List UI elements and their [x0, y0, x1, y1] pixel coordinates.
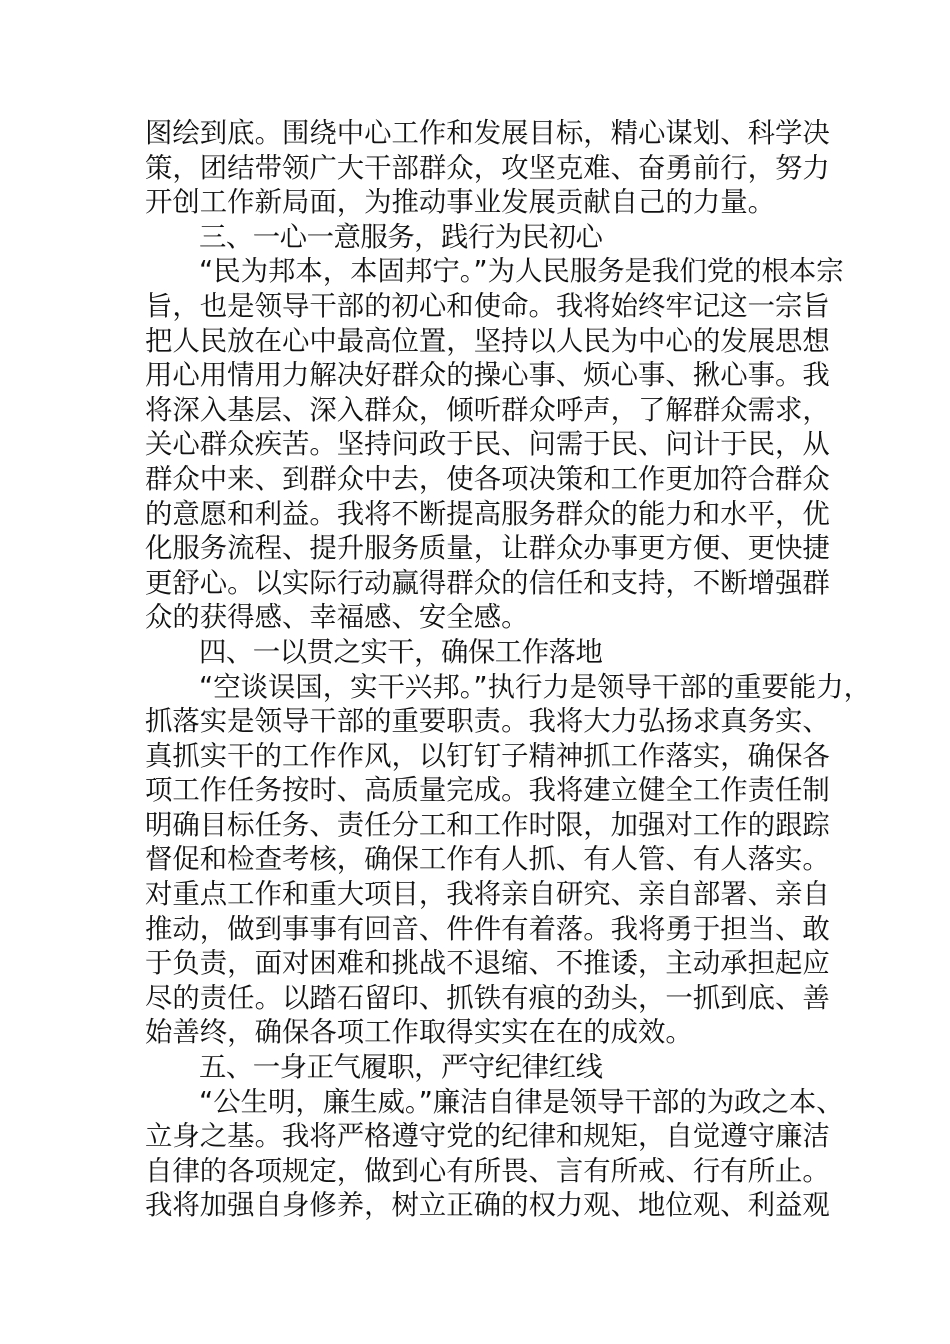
text-line: 督促和检查考核，确保工作有人抓、有人管、有人落实。: [145, 844, 830, 876]
text-line: “空谈误国，实干兴邦。”执行力是领导干部的重要能力，: [199, 671, 872, 703]
paragraph-section-4: [145, 671, 872, 1052]
text-line: 化服务流程、提升服务质量，让群众办事更方便、更快捷: [145, 533, 830, 565]
text-line: 推动，做到事事有回音、件件有着落。我将勇于担当、敢: [145, 913, 830, 945]
paragraph-section-3: [145, 255, 844, 636]
text-line: 众的获得感、幸福感、安全感。: [145, 602, 529, 634]
text-line: 策，团结带领广大干部群众，攻坚克难、奋勇前行，努力: [145, 152, 830, 184]
text-line: 将深入基层、深入群众，倾听群众呼声，了解群众需求，: [145, 394, 830, 426]
text-line: 真抓实干的工作作风，以钉钉子精神抓工作落实，确保各: [145, 740, 830, 772]
text-line: 对重点工作和重大项目，我将亲自研究、亲自部署、亲自: [145, 879, 830, 911]
text-line: 用心用情用力解决好群众的操心事、烦心事、揪心事。我: [145, 360, 830, 392]
section-heading-4: 四、一以贯之实干，确保工作落地: [199, 636, 603, 668]
text-line: 关心群众疾苦。坚持问政于民、问需于民、问计于民，从: [145, 429, 830, 461]
text-line: 始善终，确保各项工作取得实实在在的成效。: [145, 1017, 693, 1049]
text-line: 我将加强自身修养，树立正确的权力观、地位观、利益观: [145, 1190, 830, 1222]
section-heading-5: 五、一身正气履职，严守纪律红线: [199, 1052, 603, 1084]
paragraph-section-5: [145, 1086, 844, 1224]
text-line: 开创工作新局面，为推动事业发展贡献自己的力量。: [145, 187, 775, 219]
text-line: 尽的责任。以踏石留印、抓铁有痕的劲头，一抓到底、善: [145, 982, 830, 1014]
text-line: 于负责，面对困难和挑战不退缩、不推诿，主动承担起应: [145, 948, 830, 980]
text-line: 项工作任务按时、高质量完成。我将建立健全工作责任制: [145, 775, 830, 807]
document-page: [145, 117, 872, 1224]
text-line: 更舒心。以实际行动赢得群众的信任和支持，不断增强群: [145, 567, 830, 599]
text-line: 把人民放在心中最高位置，坚持以人民为中心的发展思想: [145, 325, 830, 357]
text-line: 明确目标任务、责任分工和工作时限，加强对工作的跟踪: [145, 809, 830, 841]
paragraph-continuation: [145, 117, 830, 221]
text-line: 自律的各项规定，做到心有所畏、言有所戒、行有所止。: [145, 1155, 830, 1187]
text-line: 群众中来、到群众中去，使各项决策和工作更加符合群众: [145, 463, 830, 495]
text-line: 抓落实是领导干部的重要职责。我将大力弘扬求真务实、: [145, 706, 830, 738]
section-heading-3: 三、一心一意服务，践行为民初心: [199, 221, 603, 253]
text-line: 立身之基。我将严格遵守党的纪律和规矩，自觉遵守廉洁: [145, 1121, 830, 1153]
text-line: “公生明，廉生威。”廉洁自律是领导干部的为政之本、: [199, 1086, 844, 1118]
text-line: “民为邦本，本固邦宁。”为人民服务是我们党的根本宗: [199, 256, 844, 288]
text-line: 图绘到底。围绕中心工作和发展目标，精心谋划、科学决: [145, 118, 830, 149]
text-line: 旨，也是领导干部的初心和使命。我将始终牢记这一宗旨: [145, 290, 830, 322]
text-line: 的意愿和利益。我将不断提高服务群众的能力和水平，优: [145, 498, 830, 530]
